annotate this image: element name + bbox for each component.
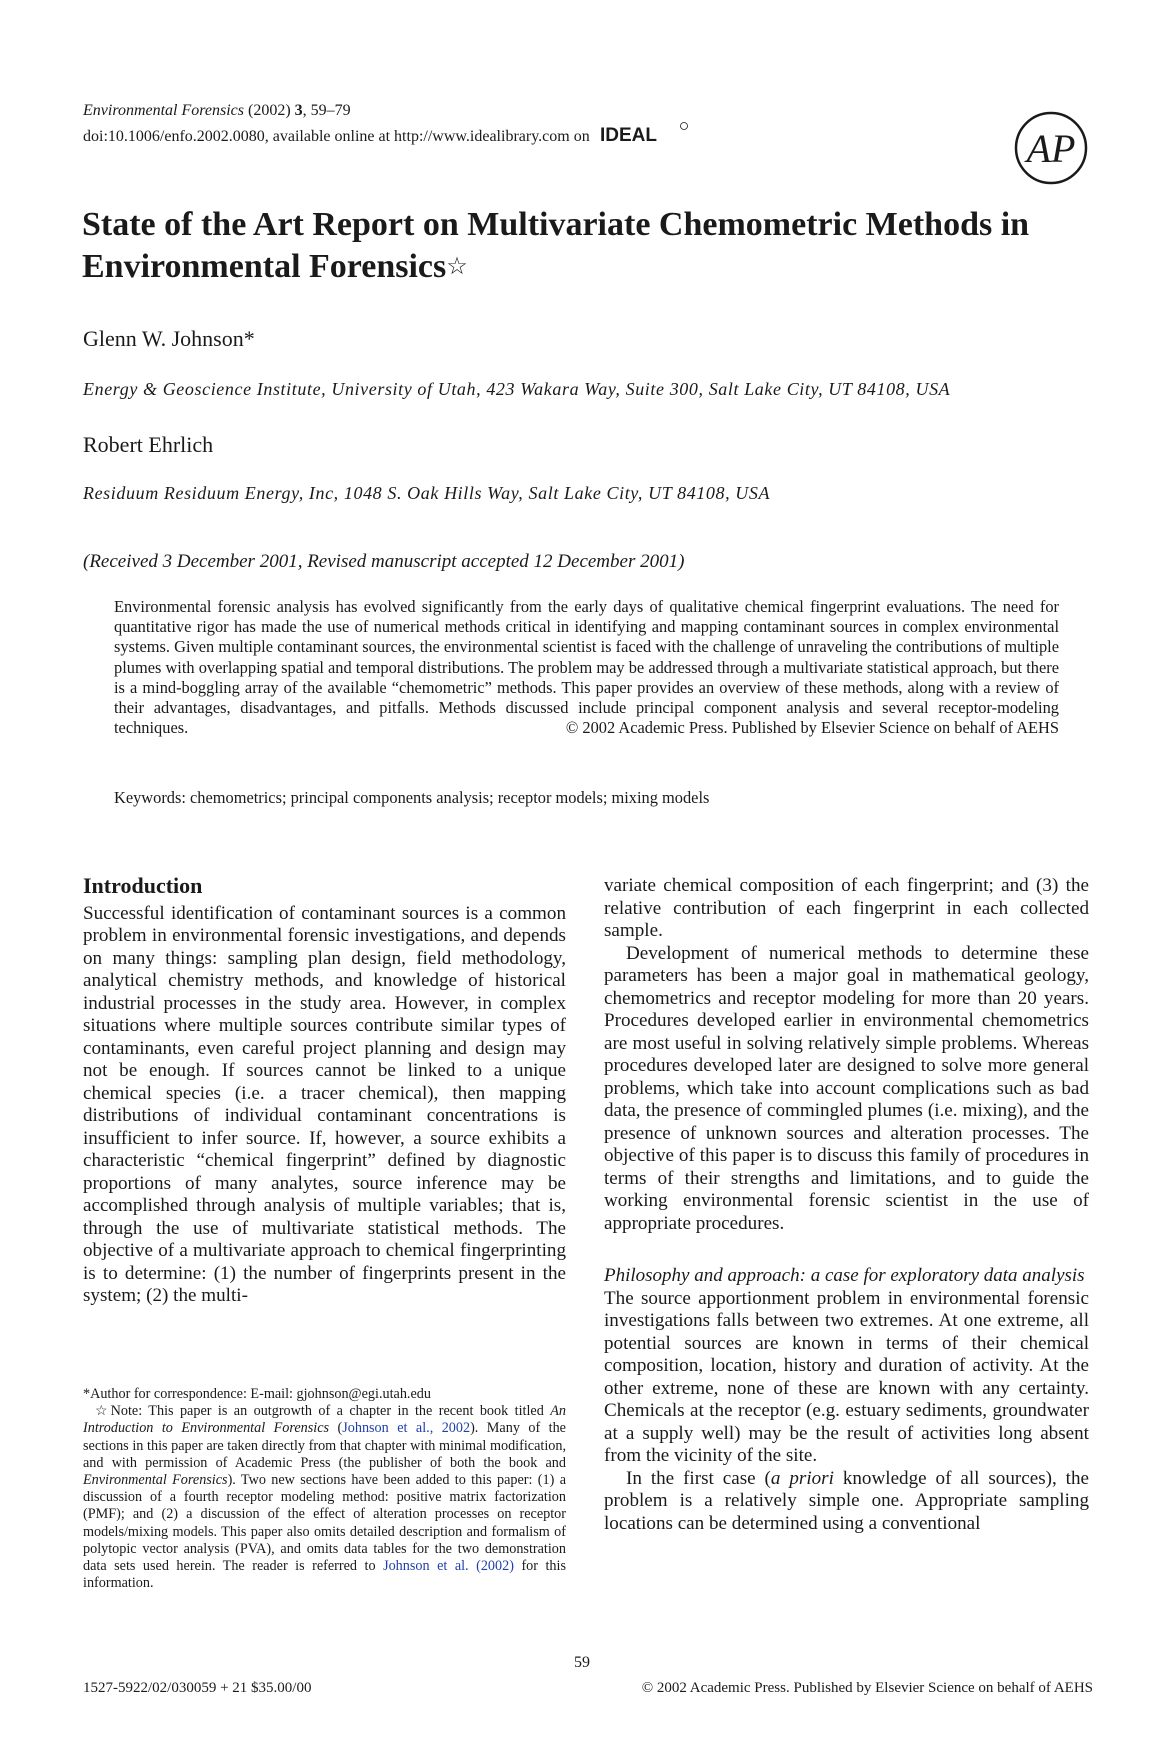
keywords: Keywords: chemometrics; principal components analysis; receptor models; mixing models bbox=[114, 788, 710, 807]
paragraph: variate chemical composition of each fingerprint; and (3) the relative contribution of each fingerprint in each collected sample. bbox=[604, 875, 1089, 941]
emphasis: a priori bbox=[770, 1467, 834, 1489]
book-title: An Introduction to Environmental Forensics bbox=[83, 1403, 566, 1437]
journal-pages: , 59–79 bbox=[302, 102, 351, 119]
ideal-logo[interactable] bbox=[600, 122, 688, 153]
title-note-mark[interactable]: ☆ bbox=[446, 254, 468, 280]
journal-volume: 3 bbox=[294, 102, 303, 119]
journal-title: Environmental Forensics bbox=[83, 1472, 228, 1489]
reference-link[interactable]: Johnson et al., 2002 bbox=[342, 1420, 471, 1437]
abstract-text: Environmental forensic analysis has evolved significantly from the early days of qualitative chemical fingerprint evaluations. The need for quantitative rigor has made the use of numerical methods critical in identifying and mapping contaminant sources in complex environmental systems. Given multiple contaminant sources, the environmental scientist is faced with the challenge of unraveling the contributions of multiple plumes with overlapping spatial and temporal distributions. The problem may be addressed through a multivariate statistical approach, but there is a mind-boggling array of the available “chemometric” methods. This paper provides an overview of these methods, along with a review of their advantages, disadvantages, and pitfalls. Methods discussed include principal component analysis and several receptor-modeling techniques. bbox=[114, 597, 1059, 738]
reference-link[interactable]: Johnson et al. (2002) bbox=[383, 1558, 514, 1575]
footnote-mark: ☆ bbox=[95, 1403, 111, 1420]
doi-text: doi:10.1006/enfo.2002.0080, available online at http://www.idealibrary.com on bbox=[83, 128, 590, 146]
paragraph: Development of numerical methods to determine these parameters has been a major goal in mathematical geology, chemometrics and receptor modeling for more than 20 years. Procedures developed earlier in environmental chemometrics are most useful in solving relatively simple problems. Whereas procedures developed later are designed to solve more general problems, which take into account complications such as bad data, the presence of commingled plumes (i.e. mixing), and the presence of unknown sources and alteration processes. The objective of this paper is to discuss this family of procedures in terms of their strengths and limitations, and to guide the working environmental forensic scientist in the use of appropriate procedures. bbox=[604, 942, 1089, 1234]
paragraph: In the first case (a priori knowledge of all sources), the problem is a relatively simple one. Appropriate sampling locations can be determined using a conventional bbox=[604, 1467, 1090, 1534]
page-number: 59 bbox=[574, 1654, 590, 1671]
title-footnote: ☆Note: This paper is an outgrowth of a chapter in the recent book titled An Introduction to Environmental Forensics (Johnson et al., 2002). Many of the sections in this paper are taken directly from that chapter with minimal modification, and with permission of Academic Press (the publisher of both the book and Environmental Forensics). Two new sections have been added to this paper: (1) a discussion of a fourth receptor modeling method: positive matrix factorization (PMF); and (2) a discussion of the effect of alteration processes on receptor models/mixing models. This paper also omits detailed description and formalism of polytopic vector analysis (PVA), and omits data tables for the two demonstration data sets used herein. The reader is referred to Johnson et al. (2002) for this information. bbox=[83, 1403, 566, 1592]
journal-year: (2002) bbox=[248, 102, 291, 119]
author-affiliation: Residuum Residuum Energy, Inc, 1048 S. Oak Hills Way, Salt Lake City, UT 84108, USA bbox=[83, 483, 771, 503]
ideal-logo-text: IDEAL bbox=[599, 125, 657, 146]
author-name: Glenn W. Johnson* bbox=[83, 326, 255, 351]
abstract-copyright: © 2002 Academic Press. Published by Elsevier Science on behalf of AEHS bbox=[565, 718, 1059, 738]
paragraph: The source apportionment problem in environmental forensic investigations falls between two extremes. At one extreme, all potential sources are known in terms of their chemical composition, location, history and duration of activity. At the other extreme, none of these are known with any certainty. Chemicals at the receptor (e.g. estuary sediments, groundwater at a supply well) may be the result of activities long absent from the vicinity of the site. bbox=[604, 1287, 1089, 1466]
left-column bbox=[83, 875, 566, 1308]
ap-publisher-logo bbox=[1013, 110, 1089, 191]
title-text: State of the Art Report on Multivariate Chemometric Methods in Environmental Forensics bbox=[82, 206, 1030, 285]
abstract bbox=[114, 597, 1059, 738]
received-dates: (Received 3 December 2001, Revised manuscript accepted 12 December 2001) bbox=[83, 551, 685, 572]
issn-price: 1527-5922/02/030059 + 21 $35.00/00 bbox=[83, 1680, 312, 1696]
footer-copyright: © 2002 Academic Press. Published by Elsevier Science on behalf of AEHS bbox=[641, 1680, 1093, 1696]
correspondence-note: *Author for correspondence: E-mail: gjohnson@egi.utah.edu bbox=[83, 1386, 431, 1402]
author-name: Robert Ehrlich bbox=[83, 432, 214, 457]
article-title bbox=[82, 204, 1092, 288]
section-heading: Introduction bbox=[83, 873, 203, 898]
journal-name: Environmental Forensics bbox=[83, 102, 245, 119]
right-column bbox=[604, 875, 1089, 1535]
footnotes bbox=[83, 1386, 566, 1592]
paragraph: Successful identification of contaminant sources is a common problem in environmental forensic investigations, and depends on many things: sampling plan design, field methodology, analytical chemistry methods, and knowledge of historical industrial processes in the study area. However, in complex situations where multiple sources contribute similar types of contaminants, even careful project planning and design may not be enough. If sources cannot be linked to a unique chemical species (i.e. a tracer chemical), then mapping distributions of individual contaminant concentrations is insufficient to infer source. If, however, a source exhibits a characteristic “chemical fingerprint” defined by diagnostic proportions of many analytes, source inference may be accomplished through analysis of multiple variables; that is, through the use of multivariate statistical methods. The objective of a multivariate approach to chemical fingerprinting is to determine: (1) the number of fingerprints present in the system; (2) the multi- bbox=[83, 902, 566, 1306]
journal-citation bbox=[83, 100, 688, 153]
ap-logo-text: AP bbox=[1026, 126, 1076, 171]
doi-line bbox=[83, 122, 688, 153]
journal-line bbox=[83, 100, 688, 122]
subsection-heading: Philosophy and approach: a case for exploratory data analysis bbox=[604, 1265, 1085, 1286]
author-affiliation: Energy & Geoscience Institute, University of Utah, 423 Wakara Way, Suite 300, Salt Lake City, UT 84108, USA bbox=[83, 379, 951, 399]
